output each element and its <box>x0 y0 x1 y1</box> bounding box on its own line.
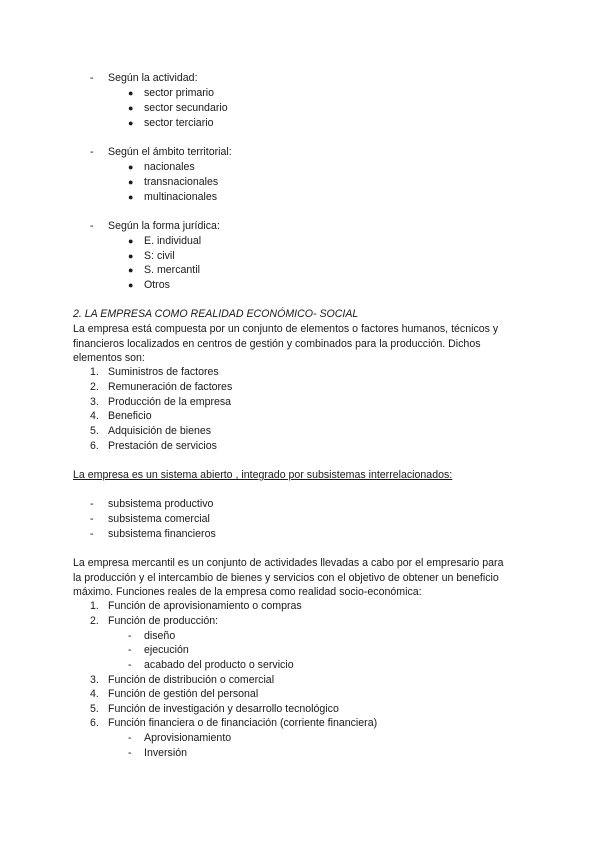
list-item: Función de gestión del personal <box>108 688 259 700</box>
list-item: Función de distribución o comercial <box>108 674 275 686</box>
list-item: multinacionales <box>144 191 218 203</box>
list-number: 4. <box>90 410 99 422</box>
dash-marker: - <box>128 644 132 656</box>
bullet-icon: ● <box>128 265 134 275</box>
dash-marker: - <box>90 513 94 525</box>
list-item: sector secundario <box>144 102 228 114</box>
list-number: 3. <box>90 674 99 686</box>
sub-list-item: Aprovisionamiento <box>144 732 232 744</box>
dash-marker: - <box>90 528 94 540</box>
list-item: E. individual <box>144 235 202 247</box>
dash-marker: - <box>128 732 132 744</box>
list-item: Función financiera o de financiación (corriente financiera) <box>108 717 378 729</box>
bullet-icon: ● <box>128 192 134 202</box>
dash-marker: - <box>90 72 94 84</box>
paragraph-line: La empresa está compuesta por un conjunto de elementos o factores humanos, técnicos y <box>73 323 499 335</box>
bullet-icon: ● <box>128 177 134 187</box>
list-item: Otros <box>144 279 170 291</box>
list-number: 2. <box>90 615 99 627</box>
paragraph-line: financieros localizados en centros de gestión y combinados para la producción. Dichos <box>73 338 481 350</box>
list-number: 5. <box>90 425 99 437</box>
paragraph-line: máximo. Funciones reales de la empresa como realidad socio-económica: <box>73 586 422 598</box>
list-item: Beneficio <box>108 410 152 422</box>
bullet-icon: ● <box>128 162 134 172</box>
sub-list-item: Inversión <box>144 747 187 759</box>
list-item: Producción de la empresa <box>108 396 232 408</box>
list-item: Prestación de servicios <box>108 440 217 452</box>
group-heading: Según la forma jurídica: <box>108 220 220 232</box>
list-item: subsistema comercial <box>108 513 210 525</box>
list-item: Remuneración de factores <box>108 381 233 393</box>
bullet-icon: ● <box>128 280 134 290</box>
list-item: S: civil <box>144 250 175 262</box>
list-item: transnacionales <box>144 176 219 188</box>
list-number: 1. <box>90 600 99 612</box>
list-number: 6. <box>90 440 99 452</box>
bullet-icon: ● <box>128 103 134 113</box>
sub-list-item: diseño <box>144 630 176 642</box>
list-item: Adquisición de bienes <box>108 425 212 437</box>
list-number: 3. <box>90 396 99 408</box>
list-number: 1. <box>90 366 99 378</box>
list-item: nacionales <box>144 161 195 173</box>
list-item: S. mercantil <box>144 264 200 276</box>
list-number: 5. <box>90 703 99 715</box>
list-item: Función de investigación y desarrollo tecnológico <box>108 703 339 715</box>
dash-marker: - <box>128 747 132 759</box>
section-title: 2. LA EMPRESA COMO REALIDAD ECONÓMICO- SOCIAL <box>73 308 359 320</box>
list-item: Función de aprovisionamiento o compras <box>108 600 302 612</box>
group-heading: Según el ámbito territorial: <box>108 146 232 158</box>
list-item: Suministros de factores <box>108 366 219 378</box>
list-number: 2. <box>90 381 99 393</box>
bullet-icon: ● <box>128 88 134 98</box>
dash-marker: - <box>128 630 132 642</box>
list-item: sector terciario <box>144 117 214 129</box>
bullet-icon: ● <box>128 251 134 261</box>
list-item: subsistema financieros <box>108 528 216 540</box>
list-item: subsistema productivo <box>108 498 214 510</box>
list-number: 4. <box>90 688 99 700</box>
paragraph-line: elementos son: <box>73 352 145 364</box>
dash-marker: - <box>90 220 94 232</box>
sub-list-item: ejecución <box>144 644 189 656</box>
paragraph-line: la producción y el intercambio de bienes y servicios con el objetivo de obtener un beneficio <box>73 572 499 584</box>
list-item: Función de producción: <box>108 615 219 627</box>
paragraph-line: La empresa mercantil es un conjunto de actividades llevadas a cabo por el empresario para <box>73 557 504 569</box>
group-heading: Según la actividad: <box>108 72 198 84</box>
sub-list-item: acabado del producto o servicio <box>144 659 294 671</box>
dash-marker: - <box>90 146 94 158</box>
dash-marker: - <box>128 659 132 671</box>
bullet-icon: ● <box>128 236 134 246</box>
system-statement: La empresa es un sistema abierto , integrado por subsistemas interrelacionados: <box>73 469 453 481</box>
dash-marker: - <box>90 498 94 510</box>
list-number: 6. <box>90 717 99 729</box>
list-item: sector primario <box>144 87 215 99</box>
bullet-icon: ● <box>128 118 134 128</box>
